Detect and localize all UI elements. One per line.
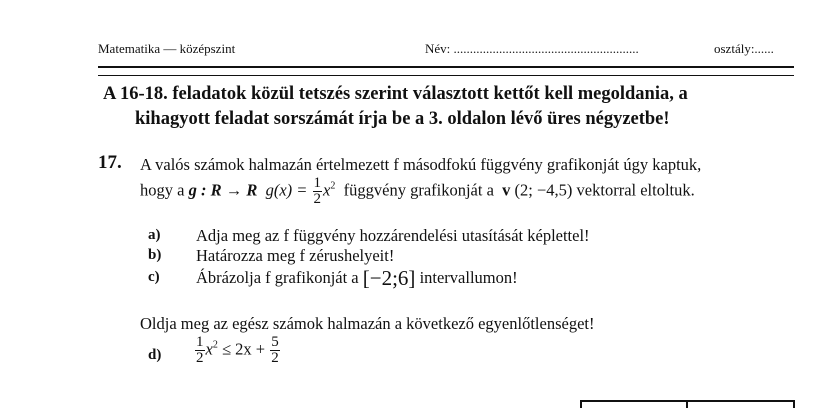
header-name-field: Név: ......................................................... xyxy=(425,41,639,56)
d-lhs-num: 1 xyxy=(196,334,204,350)
item-a-text: Adja meg az f függvény hozzárendelési utasítását képlettel! xyxy=(196,226,590,245)
score-table-divider xyxy=(793,400,795,408)
instruction-line-1: A 16-18. feladatok közül tetszés szerint választott kettőt kell megoldania, a xyxy=(103,84,688,104)
g-exponent: 2 xyxy=(330,180,336,192)
d-rhs-num: 5 xyxy=(271,334,279,350)
header-class-field: osztály:...... xyxy=(714,41,774,56)
item-b-text: Határozza meg f zérushelyeit! xyxy=(196,246,395,265)
header-subject: Matematika — középszint xyxy=(98,41,236,56)
item-c-label: c) xyxy=(148,269,160,285)
d-relation: ≤ 2x + xyxy=(221,339,266,359)
g-fraction-num: 1 xyxy=(313,175,322,191)
d-lhs-den: 2 xyxy=(196,350,204,366)
score-table-divider xyxy=(580,400,582,408)
score-table-border xyxy=(580,400,795,402)
vector-value: (2; −4,5) xyxy=(514,180,573,200)
line2-middle: függvény grafikonját a xyxy=(343,180,494,200)
problem-line-2 xyxy=(140,176,695,207)
g-definition: g(x) = xyxy=(265,180,308,200)
item-c-interval: [−2;6] xyxy=(362,266,416,290)
d-lhs-fraction xyxy=(195,335,205,366)
item-c-text xyxy=(196,266,518,291)
line2-suffix: vektorral eltoltuk. xyxy=(576,180,695,200)
g-x: x xyxy=(323,180,331,200)
line2-prefix: hogy a xyxy=(140,180,185,200)
header-rule-bottom xyxy=(98,75,794,76)
item-a-label: a) xyxy=(148,227,161,243)
item-d-label: d) xyxy=(148,347,162,363)
score-table-divider xyxy=(686,400,688,408)
problem-line-1: A valós számok halmazán értelmezett f másodfokú függvény grafikonját úgy kaptuk, xyxy=(140,155,702,174)
problem-number: 17. xyxy=(98,152,122,173)
d-rhs-fraction xyxy=(270,335,280,366)
instruction-line-2: kihagyott feladat sorszámát írja be a 3. oldalon lévő üres négyzetbe! xyxy=(135,109,670,129)
g-fraction-den: 2 xyxy=(313,191,322,207)
d-exponent: 2 xyxy=(212,339,218,351)
d-rhs-den: 2 xyxy=(271,350,279,366)
item-c-pre: Ábrázolja f grafikonját a xyxy=(196,268,359,287)
g-mapping: g : R → R xyxy=(188,180,258,200)
task-d-intro: Oldja meg az egész számok halmazán a következő egyenlőtlenséget! xyxy=(140,314,595,333)
task-d-inequality xyxy=(194,335,281,366)
header-rule-top xyxy=(98,66,794,68)
item-c-post: intervallumon! xyxy=(419,268,518,287)
d-x: x xyxy=(205,339,213,359)
item-b-label: b) xyxy=(148,247,162,263)
g-fraction xyxy=(313,176,323,207)
vector-symbol: v xyxy=(502,180,511,200)
